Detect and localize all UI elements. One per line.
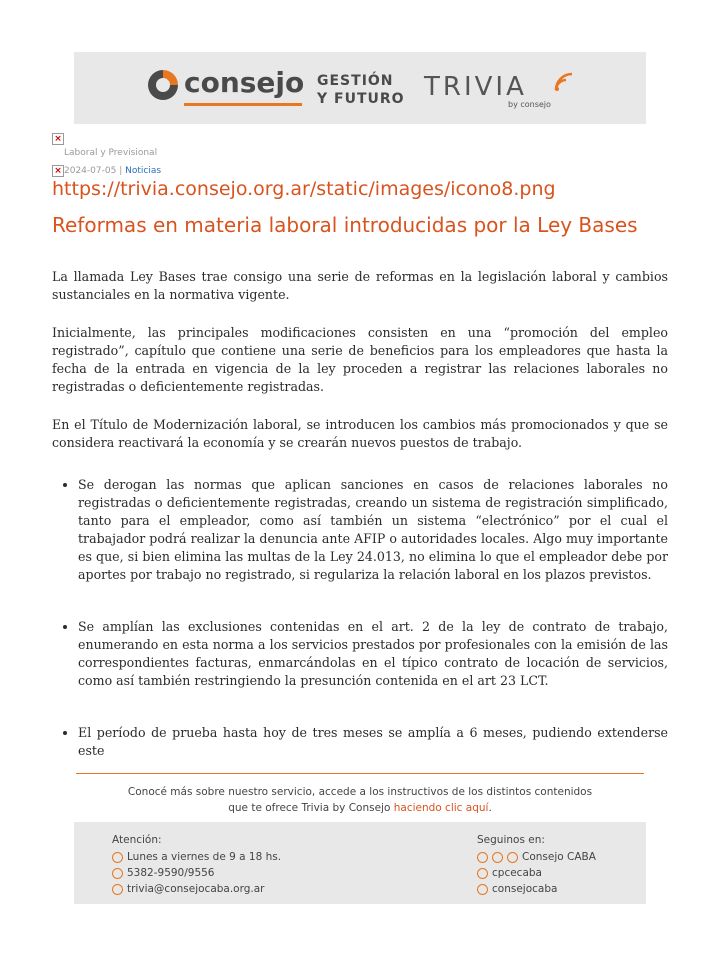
email-row (112, 883, 265, 895)
footer-message-end: . (488, 802, 492, 814)
bullet-list (52, 476, 668, 760)
brand-underline (184, 103, 302, 106)
footer-message-text: que te ofrece Trivia by Consejo (228, 802, 391, 814)
clock-icon (112, 852, 123, 863)
signal-icon (554, 72, 574, 92)
hours-row (112, 851, 281, 863)
phone-text[interactable]: 5382-9590/9556 (127, 867, 215, 879)
linkedin-icon[interactable] (477, 884, 488, 895)
youtube-icon[interactable] (507, 852, 518, 863)
hours-text: Lunes a viernes de 9 a 18 hs. (127, 851, 282, 863)
footer-divider (76, 773, 644, 774)
social-row-3 (477, 883, 557, 895)
social-handle-2[interactable]: cpcecaba (492, 867, 542, 879)
social-handle-1[interactable]: Consejo CABA (522, 851, 596, 863)
meta-separator: | (119, 166, 123, 176)
list-item: • El período de prueba hasta hoy de tres meses se amplía a 6 meses, pudiendo extenderse este (78, 724, 668, 760)
paragraph: En el Título de Modernización laboral, se introducen los cambios más promocionados y que se considera reactivará la economía y se crearán nuevos puestos de trabajo. (52, 417, 668, 450)
trivia-by-label: by consejo (508, 100, 551, 109)
email-icon (112, 884, 123, 895)
header-banner (74, 52, 646, 124)
email-link[interactable]: trivia@consejocaba.org.ar (127, 883, 265, 895)
brand-tagline (317, 72, 405, 108)
attention-heading: Atención: (112, 834, 162, 846)
tagline-line1: GESTIÓN (317, 73, 394, 89)
social-row-2 (477, 867, 542, 879)
consejo-logo-icon (146, 68, 180, 102)
instagram-icon[interactable] (477, 868, 488, 879)
tagline-line2: Y FUTURO (317, 91, 405, 107)
list-item: • Se amplían las exclusiones contenidas en el art. 2 de la ley de contrato de trabajo, enumerando en esta norma a los servicios prestados por profesionales con la emisión de las correspondientes facturas, enmarcándolas en el típico contrato de locación de servicios, como así también restringiendo la presunción contenida en el art 23 LCT. (78, 618, 668, 690)
phone-row (112, 867, 215, 879)
social-row-1 (477, 851, 596, 863)
footer-message (76, 784, 644, 816)
article-title[interactable]: Reformas en materia laboral introducidas por la Ley Bases (52, 213, 638, 237)
paragraph: La llamada Ley Bases trae consigo una serie de reformas en la legislación laboral y cambios sustanciales en la normativa vigente. (52, 269, 668, 302)
article-meta (64, 166, 161, 176)
broken-image-icon: × (52, 133, 64, 145)
image-alt-url: https://trivia.consejo.org.ar/static/images/icono8.png (52, 178, 556, 200)
article-body (52, 268, 668, 794)
footer-message-line1: Conocé más sobre nuestro servicio, accede a los instructivos de los distintos contenidos (127, 786, 593, 798)
instructions-link[interactable]: haciendo clic aquí (393, 802, 489, 814)
twitter-icon[interactable] (492, 852, 503, 863)
paragraph: Inicialmente, las principales modificaciones consisten en una “promoción del empleo registrado”, capítulo que contiene una serie de beneficios para los empleadores que hasta la fecha de la entrada en vigencia de la ley proceden a registrar las relaciones laborales no registradas o deficientemente registradas. (52, 325, 668, 394)
footer-message-line2 (76, 800, 644, 816)
broken-image-icon: × (52, 165, 64, 177)
trivia-logo: TRIVIA (424, 72, 527, 102)
social-handle-3[interactable]: consejocaba (492, 883, 558, 895)
phone-icon (112, 868, 123, 879)
article-date: 2024-07-05 (64, 166, 117, 176)
contact-box (74, 822, 646, 904)
article-tag-link[interactable]: Noticias (125, 166, 162, 176)
follow-heading: Seguinos en: (477, 834, 545, 846)
facebook-icon[interactable] (477, 852, 488, 863)
list-item: • Se derogan las normas que aplican sanciones en casos de relaciones laborales no registradas o deficientemente registradas, creando un sistema de registración simplificado, tanto para el empleador, como así también un sistema “electrónico” por el cual el trabajador podrá realizar la denuncia ante AFIP o autoridades locales. Algo muy importante es que, si bien elimina las multas de la Ley 24.013, no elimina lo que el empleador debe por aportes por trabajo no registrado, si regulariza la relación laboral en los plazos previstos. (78, 476, 668, 584)
brand-name: consejo (184, 66, 305, 99)
article-category[interactable]: Laboral y Previsional (64, 148, 158, 158)
